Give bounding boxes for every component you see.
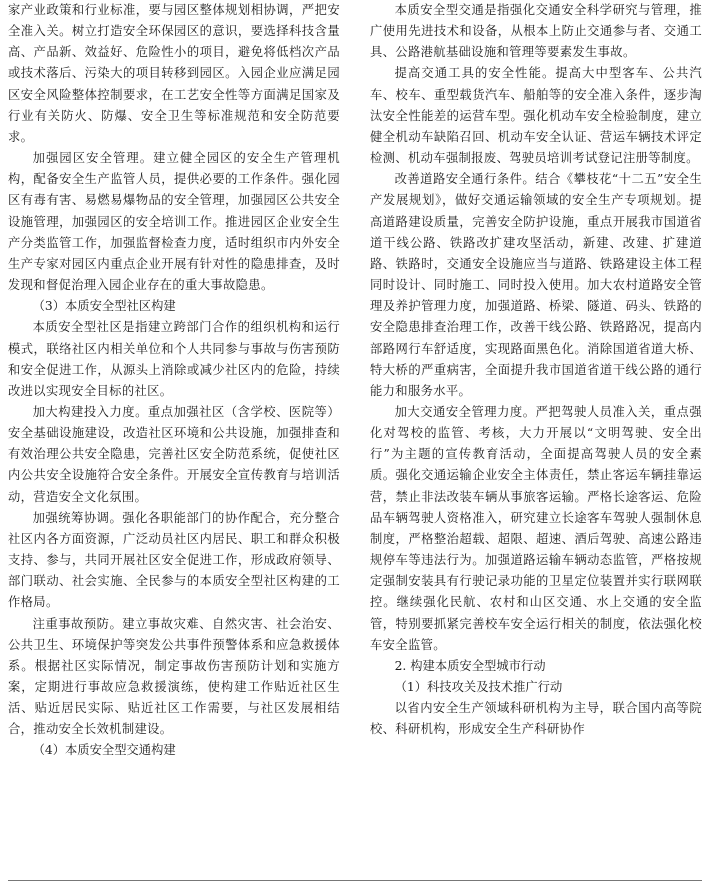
paragraph: 加大交通安全管理力度。严把驾驶人员准入关，重点强化对驾校的监管、考核，大力开展以“文明驾驶、安全出行”为主题的宣传教育活动，全面提高驾驶人员的安全素质。强化交通运输企业安全主体责任，禁止客运车辆挂靠运营，禁止非法改装车辆从事旅客运输。严格长途客运、危险品车辆驾驶人资格准入，研究建立长途客车驾驶人强制休息制度，严格整治超载、超限、超速、酒后驾驶、高速公路违规停车等违法行为。加强道路运输车辆动态监管，严格按规定强制安装具有行驶记录功能的卫星定位装置并实行联网联控。继续强化民航、农村和山区交通、水上交通的安全监管，特别要抓紧完善校车安全运行相关的制度，依法强化校车安全监管。 (370, 404, 702, 652)
section-heading: （4）本质安全型交通构建 (32, 743, 176, 758)
paragraph: 本质安全型交通是指强化交通安全科学研究与管理，推广使用先进技术和设备，从根本上防止交通参与者、交通工具、公路港航基础设施和管理等要素发生事故。 (370, 3, 702, 60)
paragraph: 改善道路安全通行条件。结合《攀枝花“十二五”安全生产发展规划》，做好交通运输领域的安全生产专项规划。提高道路建设质量，完善安全防护设施，重点开展我市国道省道干线公路、铁路改扩建攻坚活动，新建、改建、扩建道路、铁路时，交通安全设施应当与道路、铁路建设主体工程同时设计、同时施工、同时投入使用。加大农村道路安全管理及养护管理力度，加强道路、桥梁、隧道、码头、铁路的安全隐患排查治理工作，改善干线公路、铁路路况，提高内部路网行车舒适度，实现路面黑色化。消除国道省道大桥、特大桥的严重病害，全面提升我市国道省道干线公路的通行能力和服务水平。 (370, 172, 702, 398)
paragraph: 加大构建投入力度。重点加强社区（含学校、医院等）安全基础设施建设，改造社区环境和公共设施，加强排查和有效治理公共安全隐患，完善社区安全防范系统，促使社区内公共安全设施符合安全条件。开展安全宣传教育与培训活动，营造安全文化氛围。 (8, 404, 340, 504)
paragraph: 家产业政策和行业标准，要与园区整体规划相协调，严把安全准入关。树立打造安全环保园区的意识，要选择科技含量高、产品新、效益好、危险性小的项目，避免将低档次产品或技术落后、污染大的项目转移到园区。入园企业应满足园区安全风险整体控制要求，在工艺安全性等方面满足国家及行业有关防火、防爆、安全卫生等标准规范和安全防范要求。 (8, 3, 340, 144)
section-heading: （1）科技攻关及技术推广行动 (394, 680, 563, 694)
paragraph: 注重事故预防。建立事故灾难、自然灾害、社会治安、公共卫生、环境保护等突发公共事件预警体系和应急救援体系。根据社区实际情况，制定事故伤害预防计划和实施方案，定期进行事故应急救援演练，使构建工作贴近社区生活、贴近居民实际、贴近社区工作需要，与社区发展相结合，推动安全长效机制建设。 (8, 616, 340, 737)
section-heading: （3）本质安全型社区构建 (32, 299, 176, 314)
right-column (370, 0, 702, 740)
paragraph: 以省内安全生产领域科研机构为主导，联合国内高等院校、科研机构，形成安全生产科研协作 (370, 701, 702, 737)
paragraph: 本质安全型社区是指建立跨部门合作的组织机构和运行模式，联络社区内相关单位和个人共同参与事故与伤害预防和安全促进工作，从源头上消除或减少社区内的危险，持续改进以实现安全目标的社区。 (8, 320, 340, 398)
paragraph: 加强统筹协调。强化各职能部门的协作配合，充分整合社区内各方面资源，广泛动员社区内居民、职工和群众积极支持、参与，共同开展社区安全促进工作，形成政府领导、部门联动、社会实施、全民参与的本质安全型社区构建的工作格局。 (8, 510, 340, 610)
left-column (8, 0, 340, 762)
paragraph: 提高交通工具的安全性能。提高大中型客车、公共汽车、校车、重型载货汽车、船舶等的安全准入条件，逐步淘汰安全性能差的运营车型。强化机动车安全检验制度，建立健全机动车缺陷召回、机动车安全认证、营运车辆技术评定检测、机动车强制报废、驾驶员培训考试登记注册等制度。 (370, 66, 702, 166)
section-heading: 2. 构建本质安全型城市行动 (394, 658, 546, 673)
paragraph: 加强园区安全管理。建立健全园区的安全生产管理机构，配备安全生产监管人员，提供必要的工作条件。强化园区有毒有害、易燃易爆物品的安全管理，加强园区公共安全设施管理，加强园区的安全培训工作。推进园区企业安全生产分类监管工作，加强监督检查力度，适时组织市内外安全生产专家对园区内重点企业开展有针对性的隐患排查，及时发现和督促治理入园企业存在的重大事故隐患。 (8, 151, 340, 293)
bottom-divider (8, 880, 702, 881)
